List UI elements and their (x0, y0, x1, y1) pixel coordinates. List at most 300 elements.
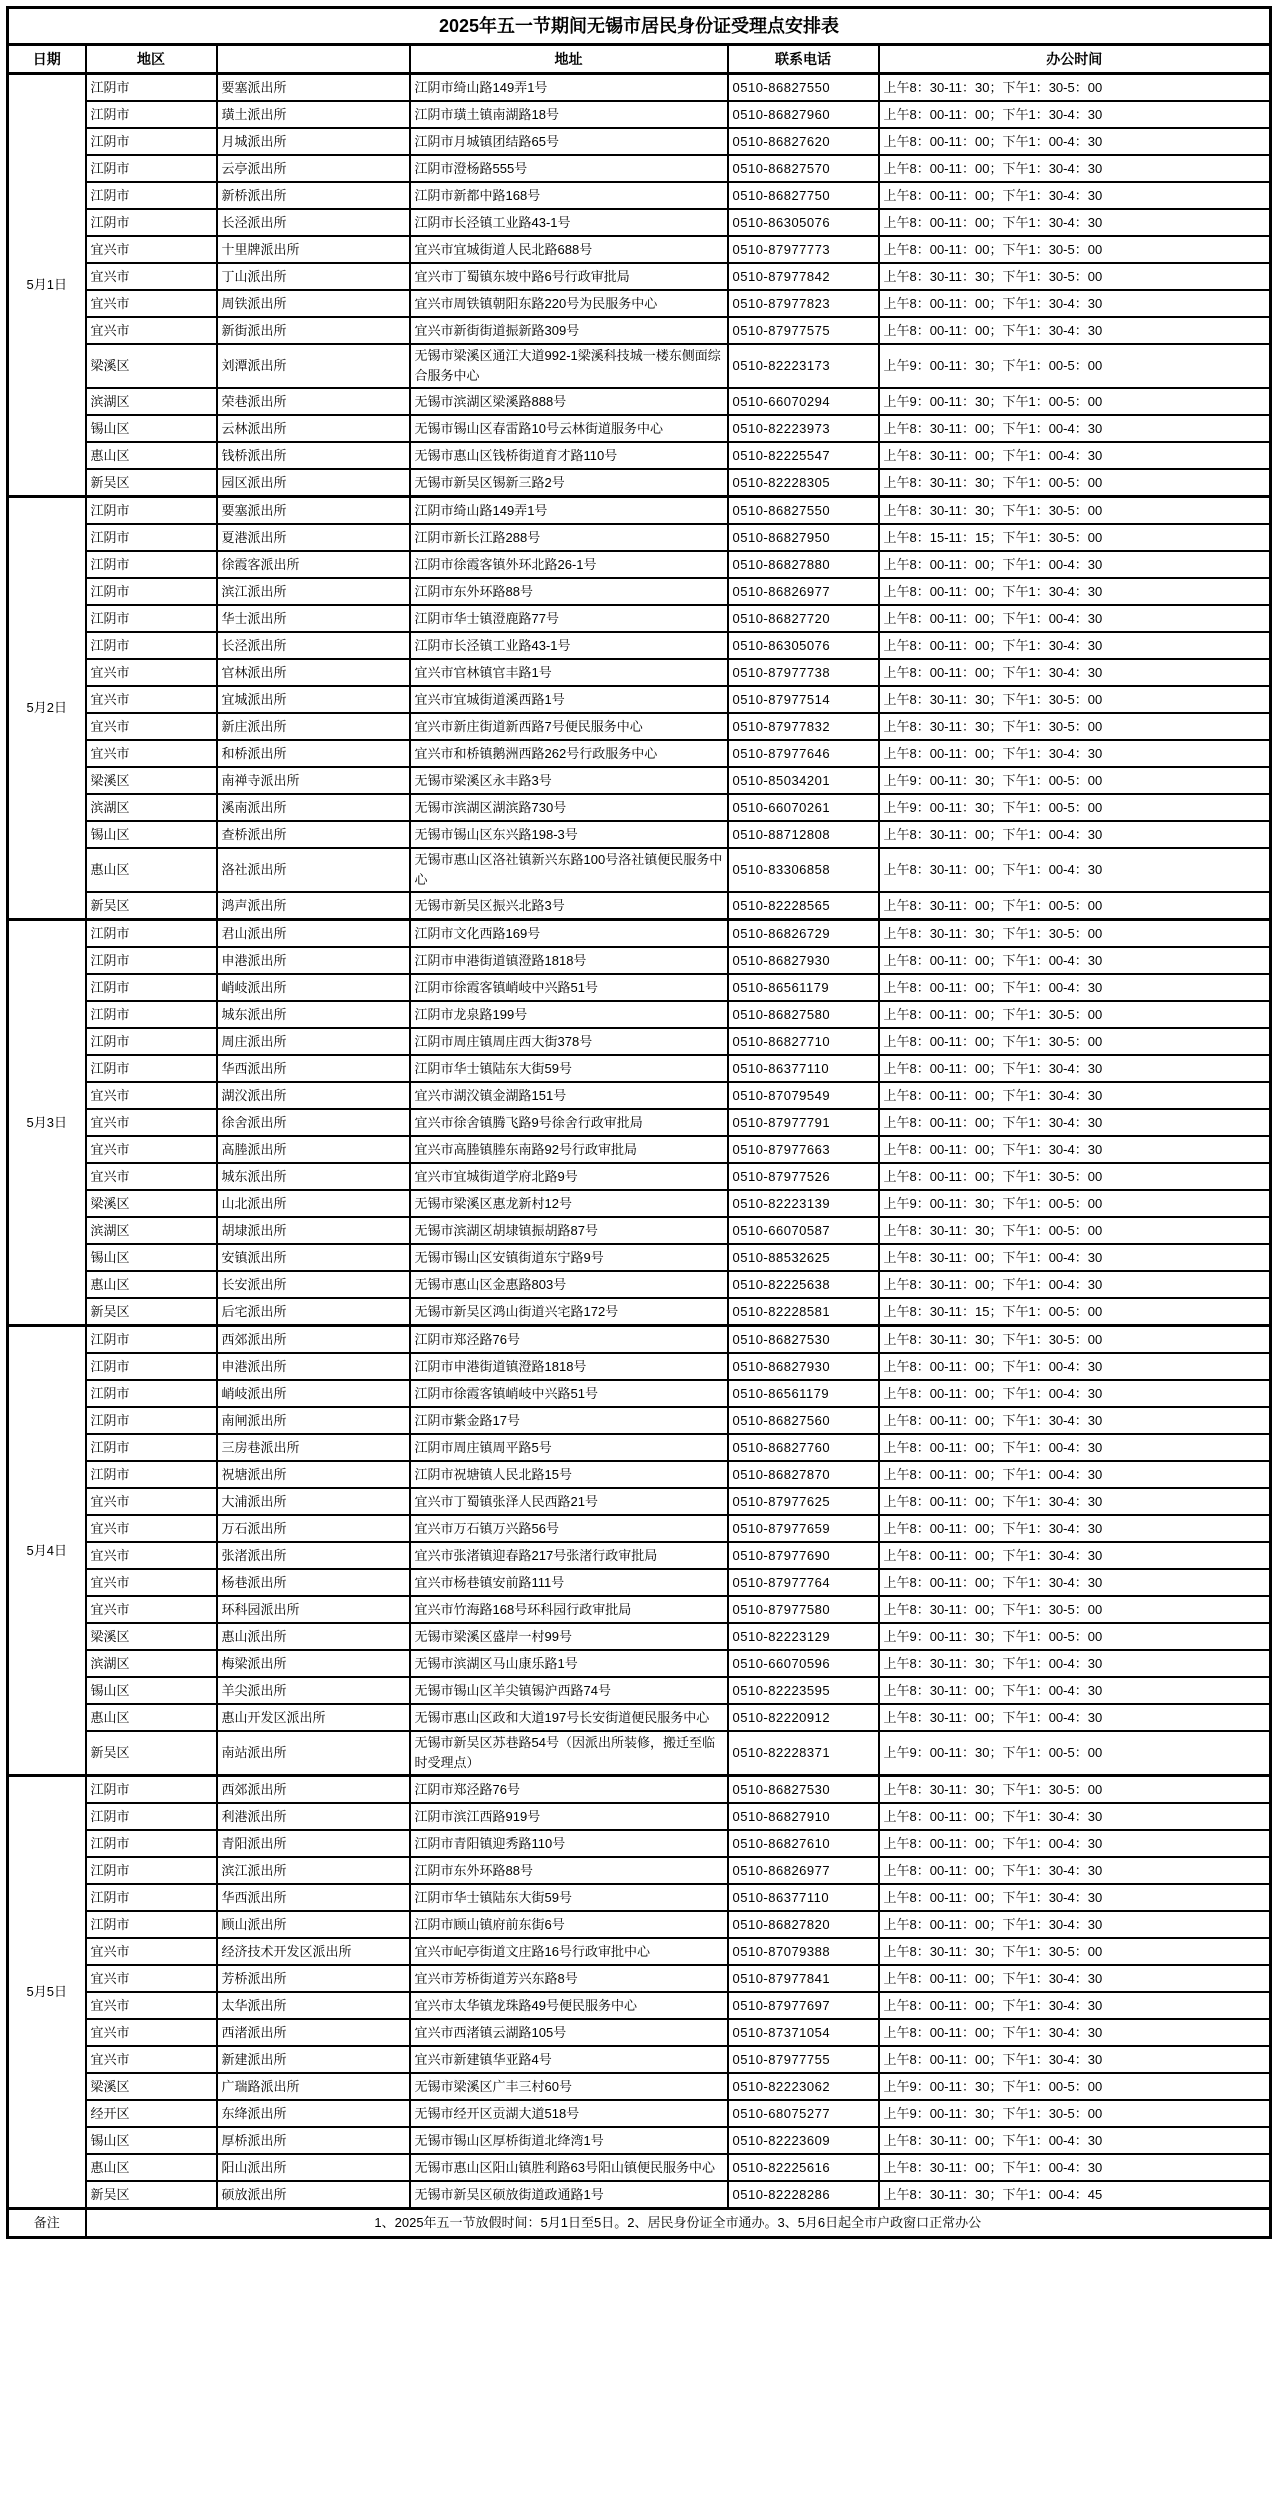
hours-cell: 上午8：30-11：30；下午1：00-5：00 (879, 469, 1271, 497)
station-cell: 长安派出所 (217, 1271, 410, 1298)
hours-cell: 上午8：15-11：15；下午1：30-5：00 (879, 524, 1271, 551)
hours-cell: 上午8：30-11：00；下午1：00-4：30 (879, 2127, 1271, 2154)
station-cell: 东绛派出所 (217, 2100, 410, 2127)
table-row (8, 1298, 1271, 1326)
address-cell: 无锡市锡山区春雷路10号云林街道服务中心 (410, 415, 728, 442)
phone-cell: 0510-66070261 (728, 794, 879, 821)
region-cell: 江阴市 (86, 920, 217, 948)
region-cell: 梁溪区 (86, 344, 217, 388)
hours-cell: 上午8：00-11：00；下午1：30-4：30 (879, 182, 1271, 209)
table-row (8, 686, 1271, 713)
station-cell: 祝塘派出所 (217, 1461, 410, 1488)
table-row (8, 317, 1271, 344)
region-cell: 惠山区 (86, 2154, 217, 2181)
region-cell: 新吴区 (86, 469, 217, 497)
address-cell: 无锡市新吴区硕放街道政通路1号 (410, 2181, 728, 2209)
address-cell: 无锡市惠山区洛社镇新兴东路100号洛社镇便民服务中心 (410, 848, 728, 892)
station-cell: 申港派出所 (217, 947, 410, 974)
phone-cell: 0510-82223973 (728, 415, 879, 442)
region-cell: 江阴市 (86, 497, 217, 525)
table-row (8, 1488, 1271, 1515)
phone-cell: 0510-87977663 (728, 1136, 879, 1163)
table-row (8, 2019, 1271, 2046)
region-cell: 宜兴市 (86, 290, 217, 317)
station-cell: 峭岐派出所 (217, 1380, 410, 1407)
phone-cell: 0510-87977690 (728, 1542, 879, 1569)
hours-cell: 上午8：30-11：30；下午1：30-5：00 (879, 1938, 1271, 1965)
phone-cell: 0510-87977514 (728, 686, 879, 713)
address-cell: 无锡市锡山区厚桥街道北绛湾1号 (410, 2127, 728, 2154)
region-cell: 宜兴市 (86, 1109, 217, 1136)
address-cell: 无锡市新吴区鸿山街道兴宅路172号 (410, 1298, 728, 1326)
hours-cell: 上午8：00-11：00；下午1：30-4：30 (879, 2019, 1271, 2046)
address-cell: 宜兴市官林镇官丰路1号 (410, 659, 728, 686)
phone-cell: 0510-88532625 (728, 1244, 879, 1271)
address-cell: 无锡市惠山区钱桥街道育才路110号 (410, 442, 728, 469)
station-cell: 南站派出所 (217, 1731, 410, 1776)
page-title: 2025年五一节期间无锡市居民身份证受理点安排表 (8, 8, 1271, 45)
table-row (8, 2100, 1271, 2127)
table-row (8, 1776, 1271, 1804)
phone-cell: 0510-86827570 (728, 155, 879, 182)
address-cell: 宜兴市西渚镇云湖路105号 (410, 2019, 728, 2046)
header-row (8, 45, 1271, 74)
region-cell: 宜兴市 (86, 1596, 217, 1623)
address-cell: 江阴市新都中路168号 (410, 182, 728, 209)
region-cell: 江阴市 (86, 1776, 217, 1804)
table-row (8, 1911, 1271, 1938)
region-cell: 宜兴市 (86, 2019, 217, 2046)
hours-cell: 上午8：30-11：30；下午1：30-5：00 (879, 263, 1271, 290)
address-cell: 无锡市锡山区羊尖镇锡沪西路74号 (410, 1677, 728, 1704)
table-row (8, 1731, 1271, 1776)
hours-cell: 上午9：00-11：30；下午1：00-5：00 (879, 1190, 1271, 1217)
phone-cell: 0510-82228305 (728, 469, 879, 497)
station-cell: 利港派出所 (217, 1803, 410, 1830)
hours-cell: 上午8：00-11：00；下午1：30-5：00 (879, 1028, 1271, 1055)
hours-cell: 上午8：30-11：30；下午1：30-5：00 (879, 1326, 1271, 1354)
region-cell: 宜兴市 (86, 1488, 217, 1515)
phone-cell: 0510-86305076 (728, 632, 879, 659)
table-row (8, 1055, 1271, 1082)
table-row (8, 1271, 1271, 1298)
table-row (8, 1028, 1271, 1055)
station-cell: 华士派出所 (217, 605, 410, 632)
hours-cell: 上午9：00-11：30；下午1：00-5：00 (879, 344, 1271, 388)
station-cell: 云林派出所 (217, 415, 410, 442)
phone-cell: 0510-86826977 (728, 578, 879, 605)
address-cell: 江阴市郑泾路76号 (410, 1326, 728, 1354)
phone-cell: 0510-82225616 (728, 2154, 879, 2181)
address-cell: 宜兴市宜城街道人民北路688号 (410, 236, 728, 263)
phone-cell: 0510-86827910 (728, 1803, 879, 1830)
table-row (8, 2154, 1271, 2181)
station-cell: 青阳派出所 (217, 1830, 410, 1857)
hours-cell: 上午8：00-11：00；下午1：30-4：30 (879, 1884, 1271, 1911)
region-cell: 锡山区 (86, 415, 217, 442)
hours-cell: 上午8：00-11：00；下午1：00-4：30 (879, 1461, 1271, 1488)
date-cell: 5月5日 (8, 1776, 86, 2209)
phone-cell: 0510-86827750 (728, 182, 879, 209)
address-cell: 无锡市新吴区苏巷路54号（因派出所装修，搬迁至临时受理点） (410, 1731, 728, 1776)
region-cell: 宜兴市 (86, 1992, 217, 2019)
hours-cell: 上午8：30-11：00；下午1：00-4：30 (879, 442, 1271, 469)
region-cell: 梁溪区 (86, 2073, 217, 2100)
address-cell: 江阴市长泾镇工业路43-1号 (410, 209, 728, 236)
phone-cell: 0510-86561179 (728, 1380, 879, 1407)
region-cell: 江阴市 (86, 128, 217, 155)
hours-cell: 上午9：00-11：30；下午1：00-5：00 (879, 767, 1271, 794)
address-cell: 宜兴市高塍镇塍东南路92号行政审批局 (410, 1136, 728, 1163)
station-cell: 新桥派出所 (217, 182, 410, 209)
title-row (8, 8, 1271, 45)
table-row (8, 794, 1271, 821)
id-card-schedule-table (6, 6, 1272, 2239)
station-cell: 西郊派出所 (217, 1326, 410, 1354)
table-row (8, 263, 1271, 290)
table-row (8, 1217, 1271, 1244)
address-cell: 无锡市梁溪区永丰路3号 (410, 767, 728, 794)
phone-cell: 0510-86377110 (728, 1055, 879, 1082)
region-cell: 滨湖区 (86, 1217, 217, 1244)
address-cell: 江阴市周庄镇周庄西大街378号 (410, 1028, 728, 1055)
phone-cell: 0510-87977755 (728, 2046, 879, 2073)
address-cell: 宜兴市和桥镇鹅洲西路262号行政服务中心 (410, 740, 728, 767)
phone-cell: 0510-86827580 (728, 1001, 879, 1028)
station-cell: 张渚派出所 (217, 1542, 410, 1569)
phone-cell: 0510-86827950 (728, 524, 879, 551)
address-cell: 无锡市梁溪区盛岸一村99号 (410, 1623, 728, 1650)
address-cell: 无锡市滨湖区梁溪路888号 (410, 388, 728, 415)
address-cell: 江阴市周庄镇周平路5号 (410, 1434, 728, 1461)
station-cell: 经济技术开发区派出所 (217, 1938, 410, 1965)
table-row (8, 1992, 1271, 2019)
region-cell: 江阴市 (86, 1803, 217, 1830)
phone-cell: 0510-82223173 (728, 344, 879, 388)
station-cell: 惠山开发区派出所 (217, 1704, 410, 1731)
address-cell: 江阴市郑泾路76号 (410, 1776, 728, 1804)
address-cell: 江阴市紫金路17号 (410, 1407, 728, 1434)
table-row (8, 415, 1271, 442)
hours-cell: 上午8：00-11：00；下午1：30-4：30 (879, 101, 1271, 128)
hours-cell: 上午8：30-11：00；下午1：00-4：30 (879, 415, 1271, 442)
phone-cell: 0510-82220912 (728, 1704, 879, 1731)
phone-cell: 0510-86827550 (728, 74, 879, 102)
phone-cell: 0510-86305076 (728, 209, 879, 236)
col-header-hours: 办公时间 (879, 45, 1271, 74)
phone-cell: 0510-86827560 (728, 1407, 879, 1434)
station-cell: 滨江派出所 (217, 1857, 410, 1884)
station-cell: 月城派出所 (217, 128, 410, 155)
hours-cell: 上午9：00-11：30；下午1：00-5：00 (879, 1623, 1271, 1650)
hours-cell: 上午8：30-11：30；下午1：30-5：00 (879, 713, 1271, 740)
region-cell: 新吴区 (86, 892, 217, 920)
phone-cell: 0510-82228581 (728, 1298, 879, 1326)
region-cell: 宜兴市 (86, 1082, 217, 1109)
phone-cell: 0510-86827620 (728, 128, 879, 155)
table-row (8, 1803, 1271, 1830)
region-cell: 宜兴市 (86, 740, 217, 767)
table-row (8, 101, 1271, 128)
phone-cell: 0510-87977773 (728, 236, 879, 263)
region-cell: 惠山区 (86, 1271, 217, 1298)
address-cell: 江阴市澄杨路555号 (410, 155, 728, 182)
region-cell: 宜兴市 (86, 317, 217, 344)
address-cell: 宜兴市芳桥街道芳兴东路8号 (410, 1965, 728, 1992)
table-row (8, 1938, 1271, 1965)
region-cell: 江阴市 (86, 974, 217, 1001)
address-cell: 江阴市文化西路169号 (410, 920, 728, 948)
phone-cell: 0510-82228371 (728, 1731, 879, 1776)
phone-cell: 0510-66070587 (728, 1217, 879, 1244)
phone-cell: 0510-82223595 (728, 1677, 879, 1704)
address-cell: 无锡市梁溪区通江大道992-1梁溪科技城一楼东侧面综合服务中心 (410, 344, 728, 388)
region-cell: 江阴市 (86, 1055, 217, 1082)
hours-cell: 上午8：30-11：30；下午1：30-5：00 (879, 686, 1271, 713)
address-cell: 江阴市申港街道镇澄路1818号 (410, 947, 728, 974)
address-cell: 无锡市滨湖区胡埭镇振胡路87号 (410, 1217, 728, 1244)
table-row (8, 1190, 1271, 1217)
phone-cell: 0510-87977832 (728, 713, 879, 740)
phone-cell: 0510-86827870 (728, 1461, 879, 1488)
table-row (8, 767, 1271, 794)
address-cell: 江阴市徐霞客镇峭岐中兴路51号 (410, 1380, 728, 1407)
phone-cell: 0510-86826729 (728, 920, 879, 948)
address-cell: 宜兴市张渚镇迎春路217号张渚行政审批局 (410, 1542, 728, 1569)
table-row (8, 974, 1271, 1001)
address-cell: 江阴市徐霞客镇峭岐中兴路51号 (410, 974, 728, 1001)
address-cell: 无锡市滨湖区湖滨路730号 (410, 794, 728, 821)
table-row (8, 388, 1271, 415)
table-row (8, 632, 1271, 659)
region-cell: 江阴市 (86, 1434, 217, 1461)
phone-cell: 0510-87079388 (728, 1938, 879, 1965)
station-cell: 丁山派出所 (217, 263, 410, 290)
col-header-address: 地址 (410, 45, 728, 74)
address-cell: 无锡市梁溪区广丰三村60号 (410, 2073, 728, 2100)
table-row (8, 1001, 1271, 1028)
table-row (8, 1163, 1271, 1190)
hours-cell: 上午8：00-11：00；下午1：00-4：30 (879, 1830, 1271, 1857)
phone-cell: 0510-86827760 (728, 1434, 879, 1461)
address-cell: 江阴市月城镇团结路65号 (410, 128, 728, 155)
station-cell: 湖㳇派出所 (217, 1082, 410, 1109)
address-cell: 宜兴市宜城街道学府北路9号 (410, 1163, 728, 1190)
station-cell: 山北派出所 (217, 1190, 410, 1217)
address-cell: 无锡市惠山区政和大道197号长安街道便民服务中心 (410, 1704, 728, 1731)
station-cell: 广瑞路派出所 (217, 2073, 410, 2100)
table-row (8, 1515, 1271, 1542)
address-cell: 江阴市东外环路88号 (410, 1857, 728, 1884)
phone-cell: 0510-87977526 (728, 1163, 879, 1190)
address-cell: 江阴市华士镇陆东大街59号 (410, 1884, 728, 1911)
table-row (8, 442, 1271, 469)
phone-cell: 0510-82223062 (728, 2073, 879, 2100)
table-row (8, 1569, 1271, 1596)
station-cell: 新建派出所 (217, 2046, 410, 2073)
table-row (8, 659, 1271, 686)
region-cell: 江阴市 (86, 947, 217, 974)
address-cell: 江阴市龙泉路199号 (410, 1001, 728, 1028)
phone-cell: 0510-87977697 (728, 1992, 879, 2019)
phone-cell: 0510-82225547 (728, 442, 879, 469)
region-cell: 江阴市 (86, 1028, 217, 1055)
phone-cell: 0510-86377110 (728, 1884, 879, 1911)
address-cell: 宜兴市新庄街道新西路7号便民服务中心 (410, 713, 728, 740)
station-cell: 太华派出所 (217, 1992, 410, 2019)
hours-cell: 上午8：00-11：00；下午1：30-4：30 (879, 1488, 1271, 1515)
station-cell: 城东派出所 (217, 1163, 410, 1190)
region-cell: 经开区 (86, 2100, 217, 2127)
table-row (8, 1857, 1271, 1884)
station-cell: 申港派出所 (217, 1353, 410, 1380)
region-cell: 惠山区 (86, 442, 217, 469)
hours-cell: 上午8：30-11：00；下午1：00-4：30 (879, 848, 1271, 892)
station-cell: 南闸派出所 (217, 1407, 410, 1434)
station-cell: 徐霞客派出所 (217, 551, 410, 578)
table-row (8, 1704, 1271, 1731)
address-cell: 无锡市惠山区阳山镇胜利路63号阳山镇便民服务中心 (410, 2154, 728, 2181)
station-cell: 鸿声派出所 (217, 892, 410, 920)
region-cell: 江阴市 (86, 182, 217, 209)
region-cell: 江阴市 (86, 1380, 217, 1407)
phone-cell: 0510-87977580 (728, 1596, 879, 1623)
station-cell: 华西派出所 (217, 1055, 410, 1082)
address-cell: 江阴市华士镇陆东大街59号 (410, 1055, 728, 1082)
phone-cell: 0510-66070294 (728, 388, 879, 415)
phone-cell: 0510-86826977 (728, 1857, 879, 1884)
hours-cell: 上午8：30-11：00；下午1：00-4：30 (879, 2154, 1271, 2181)
phone-cell: 0510-86561179 (728, 974, 879, 1001)
table-row (8, 128, 1271, 155)
address-cell: 江阴市东外环路88号 (410, 578, 728, 605)
station-cell: 后宅派出所 (217, 1298, 410, 1326)
remark-label: 备注 (8, 2209, 86, 2238)
station-cell: 宜城派出所 (217, 686, 410, 713)
table-row (8, 713, 1271, 740)
phone-cell: 0510-86827710 (728, 1028, 879, 1055)
hours-cell: 上午8：00-11：00；下午1：30-4：30 (879, 632, 1271, 659)
address-cell: 江阴市青阳镇迎秀路110号 (410, 1830, 728, 1857)
phone-cell: 0510-86827550 (728, 497, 879, 525)
region-cell: 江阴市 (86, 1884, 217, 1911)
region-cell: 江阴市 (86, 155, 217, 182)
phone-cell: 0510-68075277 (728, 2100, 879, 2127)
station-cell: 荣巷派出所 (217, 388, 410, 415)
region-cell: 惠山区 (86, 1704, 217, 1731)
address-cell: 无锡市梁溪区惠龙新村12号 (410, 1190, 728, 1217)
hours-cell: 上午8：00-11：00；下午1：30-4：30 (879, 1136, 1271, 1163)
hours-cell: 上午8：00-11：00；下午1：00-4：30 (879, 551, 1271, 578)
table-row (8, 1434, 1271, 1461)
table-row (8, 1623, 1271, 1650)
station-cell: 新街派出所 (217, 317, 410, 344)
phone-cell: 0510-82228286 (728, 2181, 879, 2209)
table-row (8, 74, 1271, 102)
phone-cell: 0510-66070596 (728, 1650, 879, 1677)
hours-cell: 上午8：00-11：00；下午1：30-5：00 (879, 1163, 1271, 1190)
phone-cell: 0510-87977575 (728, 317, 879, 344)
table-row (8, 1830, 1271, 1857)
hours-cell: 上午8：30-11：30；下午1：30-5：00 (879, 920, 1271, 948)
phone-cell: 0510-82223129 (728, 1623, 879, 1650)
region-cell: 锡山区 (86, 2127, 217, 2154)
address-cell: 宜兴市湖㳇镇金湖路151号 (410, 1082, 728, 1109)
phone-cell: 0510-87977791 (728, 1109, 879, 1136)
table-row (8, 1965, 1271, 1992)
region-cell: 宜兴市 (86, 1163, 217, 1190)
hours-cell: 上午8：30-11：15；下午1：00-5：00 (879, 1298, 1271, 1326)
region-cell: 江阴市 (86, 101, 217, 128)
address-cell: 江阴市祝塘镇人民北路15号 (410, 1461, 728, 1488)
region-cell: 宜兴市 (86, 1965, 217, 1992)
table-row (8, 155, 1271, 182)
station-cell: 君山派出所 (217, 920, 410, 948)
address-cell: 江阴市滨江西路919号 (410, 1803, 728, 1830)
region-cell: 锡山区 (86, 821, 217, 848)
region-cell: 江阴市 (86, 1001, 217, 1028)
station-cell: 刘潭派出所 (217, 344, 410, 388)
table-row (8, 182, 1271, 209)
station-cell: 要塞派出所 (217, 497, 410, 525)
table-row (8, 578, 1271, 605)
station-cell: 璜土派出所 (217, 101, 410, 128)
phone-cell: 0510-86827880 (728, 551, 879, 578)
region-cell: 宜兴市 (86, 1515, 217, 1542)
address-cell: 无锡市惠山区金惠路803号 (410, 1271, 728, 1298)
region-cell: 宜兴市 (86, 1136, 217, 1163)
phone-cell: 0510-86827530 (728, 1776, 879, 1804)
region-cell: 江阴市 (86, 632, 217, 659)
table-row (8, 524, 1271, 551)
region-cell: 宜兴市 (86, 2046, 217, 2073)
col-header-station (217, 45, 410, 74)
region-cell: 江阴市 (86, 209, 217, 236)
address-cell: 无锡市经开区贡湖大道518号 (410, 2100, 728, 2127)
station-cell: 梅梁派出所 (217, 1650, 410, 1677)
region-cell: 滨湖区 (86, 1650, 217, 1677)
region-cell: 江阴市 (86, 1911, 217, 1938)
station-cell: 南禅寺派出所 (217, 767, 410, 794)
hours-cell: 上午8：00-11：00；下午1：30-4：30 (879, 317, 1271, 344)
hours-cell: 上午8：00-11：00；下午1：30-4：30 (879, 1857, 1271, 1884)
hours-cell: 上午9：00-11：30；下午1：00-5：00 (879, 1731, 1271, 1776)
region-cell: 江阴市 (86, 551, 217, 578)
hours-cell: 上午8：00-11：00；下午1：30-4：30 (879, 1109, 1271, 1136)
phone-cell: 0510-86827960 (728, 101, 879, 128)
region-cell: 梁溪区 (86, 1190, 217, 1217)
hours-cell: 上午8：30-11：00；下午1：30-5：00 (879, 1596, 1271, 1623)
hours-cell: 上午8：00-11：00；下午1：00-4：30 (879, 1353, 1271, 1380)
region-cell: 江阴市 (86, 74, 217, 102)
table-row (8, 551, 1271, 578)
phone-cell: 0510-87977738 (728, 659, 879, 686)
address-cell: 宜兴市万石镇万兴路56号 (410, 1515, 728, 1542)
phone-cell: 0510-87371054 (728, 2019, 879, 2046)
region-cell: 宜兴市 (86, 686, 217, 713)
phone-cell: 0510-86827820 (728, 1911, 879, 1938)
station-cell: 硕放派出所 (217, 2181, 410, 2209)
table-row (8, 848, 1271, 892)
station-cell: 徐舍派出所 (217, 1109, 410, 1136)
hours-cell: 上午9：00-11：30；下午1：00-5：00 (879, 794, 1271, 821)
hours-cell: 上午8：30-11：00；下午1：00-5：00 (879, 892, 1271, 920)
table-row (8, 1380, 1271, 1407)
region-cell: 锡山区 (86, 1244, 217, 1271)
station-cell: 十里牌派出所 (217, 236, 410, 263)
address-cell: 宜兴市周铁镇朝阳东路220号为民服务中心 (410, 290, 728, 317)
address-cell: 宜兴市宜城街道溪西路1号 (410, 686, 728, 713)
